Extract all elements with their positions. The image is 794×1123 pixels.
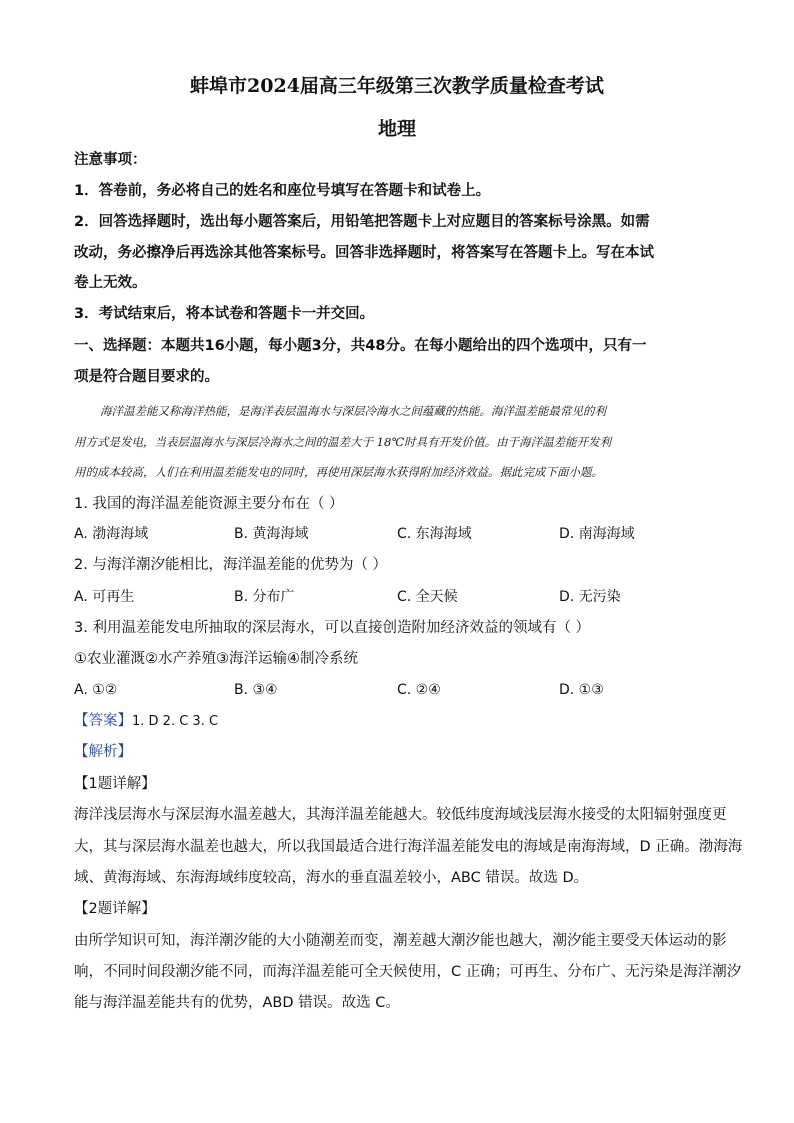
question-2-option-b: B. 分布广 xyxy=(234,589,295,605)
detail-1-tag: 【1题详解】 xyxy=(74,776,156,792)
question-2-option-c: C. 全天候 xyxy=(397,589,458,605)
notice-item-2-line-1: 2．回答选择题时，选出每小题答案后，用铅笔把答题卡上对应题目的答案标号涂黑。如需 xyxy=(74,214,650,230)
notice-heading: 注意事项： xyxy=(74,152,147,168)
question-3-items: ①农业灌溉②水产养殖③海洋运输④制冷系统 xyxy=(74,651,358,667)
question-1-stem: 1. 我国的海洋温差能资源主要分布在（ ） xyxy=(74,496,344,512)
question-3-option-a: A. ①② xyxy=(74,682,118,698)
question-3-stem: 3. 利用温差能发电所抽取的深层海水，可以直接创造附加经济效益的领域有（ ） xyxy=(74,620,591,636)
passage-line-3: 用的成本较高，人们在利用温差能发电的同时，再使用深层海水获得附加经济效益。据此完成下面小题。 xyxy=(74,465,603,479)
detail-2-tag: 【2题详解】 xyxy=(74,901,156,917)
question-2-option-d: D. 无污染 xyxy=(559,589,621,605)
detail-2-line-1: 由所学知识可知，海洋潮汐能的大小随潮差而变，潮差越大潮汐能也越大，潮汐能主要受天体运动的影 xyxy=(74,933,727,949)
notice-item-1: 1．答卷前，务必将自己的姓名和座位号填写在答题卡和试卷上。 xyxy=(74,183,491,199)
notice-item-2-line-3: 卷上无效。 xyxy=(74,275,147,291)
section-heading-line-1: 一、选择题：本题共16小题，每小题3分，共48分。在每小题给出的四个选项中，只有一 xyxy=(74,338,647,354)
notice-item-3: 3．考试结束后，将本试卷和答题卡一并交回。 xyxy=(74,306,375,322)
detail-2-line-2: 响，不同时间段潮汐能不同，而海洋温差能可全天候使用，C 正确；可再生、分布广、无污染是海洋潮汐 xyxy=(74,964,742,980)
question-3-option-c: C. ②④ xyxy=(397,682,441,698)
detail-2-line-3: 能与海洋温差能共有的优势，ABD 错误。故选 C。 xyxy=(74,995,400,1011)
question-2-stem: 2. 与海洋潮汐能相比，海洋温差能的优势为（ ） xyxy=(74,557,388,573)
analysis-tag: 【解析】 xyxy=(74,744,132,760)
passage-line-1: 海洋温差能又称海洋热能，是海洋表层温海水与深层冷海水之间蕴藏的热能。海洋温差能最常见的利 xyxy=(100,404,606,418)
question-3-option-b: B. ③④ xyxy=(234,682,278,698)
passage-line-2: 用方式是发电，当表层温海水与深层冷海水之间的温差大于 18℃时具有开发价值。由于海洋温差能开发利 xyxy=(74,435,612,449)
answer-line xyxy=(74,711,724,732)
question-1-option-a: A. 渤海海域 xyxy=(74,526,149,542)
exam-title: 蚌埠市2024届高三年级第三次教学质量检查考试 xyxy=(190,75,604,97)
question-1-option-d: D. 南海海域 xyxy=(559,526,635,542)
subject-title: 地理 xyxy=(377,118,416,140)
section-heading-line-2: 项是符合题目要求的。 xyxy=(74,369,219,385)
detail-1-line-3: 域、黄海海域、东海海域纬度较高，海水的垂直温差较小，ABC 错误。故选 D。 xyxy=(74,870,589,886)
analysis-line xyxy=(74,742,724,762)
detail-1-line-1: 海洋浅层海水与深层海水温差越大，其海洋温差能越大。较低纬度海域浅层海水接受的太阳辐射强度更 xyxy=(74,807,727,823)
question-1-option-c: C. 东海海域 xyxy=(397,526,472,542)
detail-1-line-2: 大，其与深层海水温差也越大，所以我国最适合进行海洋温差能发电的海域是南海海域，D 正确。渤海海 xyxy=(74,839,743,855)
question-3-option-d: D. ①③ xyxy=(559,682,604,698)
question-2-option-a: A. 可再生 xyxy=(74,589,135,605)
answer-tag: 【答案】 xyxy=(74,713,132,729)
question-1-option-b: B. 黄海海域 xyxy=(234,526,309,542)
notice-item-2-line-2: 改动，务必擦净后再选涂其他答案标号。回答非选择题时，将答案写在答题卡上。写在本试 xyxy=(74,245,654,261)
answer-values: 1. D 2. C 3. C xyxy=(132,714,219,729)
